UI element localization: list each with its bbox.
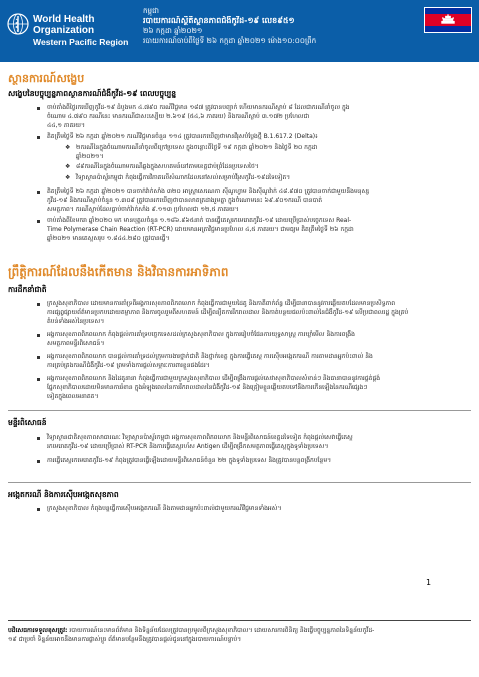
- footer-disclaimer: [8, 626, 471, 644]
- list-item: ចាប់តាំងពីថ្ងៃរកឃើញកូវីដ-១៩ ដំបូងមក ៤.៧៩០ ករណីវិជ្ជមាន ១៨៧ ត្រូវបានបញ្ជាក់ ហើយមានករណីស្លាប់ ៨ ដែលជាករណីនាំចូល ក្នុង ចំណោម ៤.៧៩០ ករណីនេះ មានករណីជាសះស្បើយ ២.៦១៩ (៥៤,៦ ភាគរយ) និងករណីស្លាប់ ៣.១៧២ ប្រហែលជា ៤៤,១ ភាគរយ។: [47, 104, 472, 130]
- footer-divider: [8, 620, 471, 621]
- list-item: ❖ ៨៩ករណីនៃក្នុងចំណោមករណីឆ្លងក្នុងសហគមន៍នៅតាមខេត្តជាប់ព្រំដែនប្រទេសថៃ។: [76, 163, 471, 172]
- section-divider: [8, 410, 471, 411]
- list-item: ក្រសួងសុខាភិបាល ដោយមានការគាំទ្រពីអង្គការសុខភាពពិភពលោក កំពុងធ្វើការជាមួយដៃគូ និងភាគីពាក់ព័ន្ធ ដើម្បីធានាបាននូវការឆ្លើយតបដែលមានប្រសិទ្ធភាព ការផ្សព្វផ្សាយព័ត៌មានប្រកបដោយតម្លាភាព និងការចូលរួមពីសហគមន៍ ដើម្បីពន្យឺតការរីករាលដាល និងកាត់បន្ថយផលប៉ះពាល់នៃជំងឺកូវីដ-១៩ លើប្រជាពលរដ្ឋ ក្នុងគ្រប់ តំបន់ទាំងអស់នៃប្រទេស។: [47, 300, 472, 326]
- events-heading: ព្រឹត្តិការណ៍ដែលនឹងកើតមាន និងវិធានការអាទិភាព: [8, 265, 229, 279]
- list-item: ❖ ២ករណីនៃក្នុងចំណោមករណីនាំចូលពីក្រៅប្រទេស ក្នុងចន្លោះពីថ្ងៃទី ១៩ កក្កដា ឆ្នាំ២០២១ និងថ្ងៃទី ២០ កក្កដា ឆ្នាំ២០២១។: [76, 144, 471, 162]
- list-item: អង្គការសុខភាពពិភពលោក កំពុងផ្តល់ការគាំទ្របច្ចេកទេសដល់ក្រសួងសុខាភិបាល ក្នុងការរៀបចំផែនការយុទ្ធសាស្ត្រ ការឃ្លាំមើល និងការពង្រឹង សមត្ថភាពមន្ទីរពិសោធន៍។: [47, 331, 472, 349]
- disclaimer-text: របាយការណ៍នេះមានព័ត៌មាន និងទិន្នន័យដែលត្រូវបានប្រមូលពីក្រសួងសុខាភិបាល។ ដោយសារការពិនិត្យ និងធ្វើបច្ចុប្បន្នភាពនៃទិន្នន័យកូវីដ-: [69, 627, 375, 634]
- investigation-heading: អង្កេតករណី និងការស៊ើបអង្កេតសុខភាព: [8, 490, 119, 499]
- list-item: ចាប់តាំងពីខែមករា ឆ្នាំ២០២០ មក មានបុគ្គលចំនួន ១.១៨៦.៩៦៥នាក់ បានធ្វើតេស្តរកមេរោគកូវីដ-១៩ ដោយប្រើប្រាស់បច្ចេកទេស Real- Time Polymerase Chain Reaction (RT-PCR) ដោយមានអត្រាវិជ្ជមានប្រហែល ៤,៥ ភាគរយ។ ជាមធ្យម គិតត្រឹមថ្ងៃទី ២៦ កក្កដា ឆ្នាំ២០២១ មានតេស្តសរុប ១.៨៤៤.២៨០ ត្រូវបានធ្វើ។: [47, 217, 472, 243]
- leadership-heading: ការដឹកនាំជាតិ: [8, 285, 47, 294]
- list-item: ក្រសួងសុខាភិបាល កំពុងបន្តធ្វើការស៊ើបអង្កេតករណី និងតាមដានអ្នកប៉ះពាល់ជាមួយករណីវិជ្ជមានទាំងអស់។: [47, 505, 472, 514]
- list-item: គិតត្រឹមថ្ងៃទី ២៦ កក្កដា ឆ្នាំ២០២១ បានចាក់វ៉ាក់សាំង ៣២០ អាស្ត្រាសេណេកា ស៊ីណូហ្វាម និងស៊ីណូវ៉ាក់ ៤៨.៩៧០ ត្រូវបានចាក់ជាមួយនឹងមនុស្ស កូវីដ-១៩ និងករណីស្លាប់ចំនួន ១.៣០៩ ត្រូវបានរកឃើញថាបានលាតត្រដាងរួមគ្នា ក្នុងចំណោមនេះ ៦៩.៩០១ករណី បានបាត់ សមត្ថភាព។ ករណីស្លាប់ដែលធ្លាប់ចាក់វ៉ាក់សាំង ៩.១១៣ ប្រហែលជា ១២,៥ ភាគរយ។: [47, 188, 472, 214]
- list-item: ការធ្វើតេស្តរកមេរោគកូវីដ-១៩ កំពុងត្រូវបានធ្វើឡើងដោយមន្ទីរពិសោធន៍ចំនួន ២២ ក្នុងទូទាំងប្រទេស និងត្រូវបានបន្តពង្រីកបន្ថែម។: [47, 457, 472, 466]
- lab-heading: មន្ទីរពិសោធន៍: [8, 418, 47, 427]
- section-divider: [8, 482, 471, 483]
- list-item: គិតត្រឹមថ្ងៃទី ២៦ កក្កដា ឆ្នាំ២០២១ ករណីវិជ្ជមានចំនួន ១១៤ ត្រូវបានរកឃើញថាមានវីរុសបំប្លែងថ្មី B.1.617.2 (Delta)៖: [47, 133, 472, 142]
- disclaimer-text-2: ១៩ ជាប្រចាំ ទិន្នន័យអាចនឹងមានការផ្លាស់ប្តូរ ព័ត៌មានបន្ថែមនឹងត្រូវបានផ្តល់ជូននៅក្នុងរបាយការណ៍បន្ទាប់។: [8, 636, 242, 643]
- cambodia-flag-icon: [424, 7, 472, 33]
- report-date: ២៦ កក្កដា ឆ្នាំ២០២១: [143, 26, 203, 35]
- header-band: [0, 0, 479, 62]
- who-emblem-icon: [7, 13, 29, 35]
- report-title: របាយការណ៍ស្ថិតិស្ថានភាពជំងឺកូវីដ-១៩ លេខ៩៥១: [143, 16, 295, 25]
- list-item: អង្គការសុខភាពពិភពលោក បានផ្តល់ការគាំទ្រដល់ក្រុមការងារថ្នាក់ជាតិ និងថ្នាក់ខេត្ត ក្នុងការធ្វើតេស្ត ការស៊ើបអង្កេតករណី ការតាមដានអ្នកប៉ះពាល់ និង ការគ្រប់គ្រងករណីជំងឺកូវីដ-១៩ ព្រមទាំងការផ្តល់សម្ភារៈការពារខ្លួនផងដែរ។: [47, 353, 472, 371]
- list-item: ❖ វិទ្យាស្ថានប៉ាស្ទ័រកម្ពុជា កំពុងធ្វើការវិភាគលើសំណាកដែលនៅសល់សម្រាប់វីរុសកូវីដ-១៩ដទៃទៀត។: [76, 174, 471, 183]
- situation-heading: ស្ថានការណ៍សង្ខេប: [8, 72, 85, 85]
- who-wordmark: World Health Organization Western Pacific Region: [33, 14, 129, 47]
- report-period: របាយការណ៍ចាប់ពីថ្ងៃទី ២៦ កក្កដា ឆ្នាំ២០២១ ម៉ោង១០:០០ព្រឹក: [143, 36, 317, 45]
- situation-subheading: សង្ខេបនៃបច្ចុប្បន្នភាពស្ថានការណ៍ជំងឺកូវីដ-១៩ ពេលបច្ចុប្បន្ន: [8, 89, 177, 98]
- disclaimer-label: បដិសេធការទទួលខុសត្រូវ:: [8, 627, 68, 634]
- list-item: វិទ្យាស្ថានជាតិសុខភាពសាធារណៈ វិទ្យាស្ថានប៉ាស្ទ័រកម្ពុជា អង្គការសុខភាពពិភពលោក និងមន្ទីរពិសោធន៍ខេត្តដទៃទៀត កំពុងផ្តល់សេវាធ្វើតេស្ត រកមេរោគកូវីដ-១៩ ដោយប្រើប្រាស់ RT-PCR និងការធ្វើតេស្តរហ័ស Antigen ដើម្បីពង្រីកសមត្ថភាពធ្វើតេស្តក្នុងទូទាំងប្រទេស។: [47, 434, 472, 452]
- country-name: កម្ពុជា: [143, 6, 159, 15]
- list-item: អង្គការសុខភាពពិភពលោក និងដៃគូនានា កំពុងធ្វើការជាមួយក្រសួងសុខាភិបាល ដើម្បីពង្រឹងការផ្តល់សេវាសុខាភិបាលសំខាន់ៗ និងធានាបាននូវការផ្គត់ផ្គង់ ផ្នែកសុខាភិបាលដោយមិនមានការរំខាន ក្នុងអំឡុងពេលនៃការរីករាលដាលនៃជំងឺកូវីដ-១៩ និងត្រៀមខ្លួនឆ្លើយតបទៅនឹងការកើនឡើងនៃករណីផ្សេងៗ ទៀតក្នុងពេលអនាគត។: [47, 375, 472, 401]
- report-title-block: [143, 6, 413, 46]
- page-number: 1: [426, 578, 432, 587]
